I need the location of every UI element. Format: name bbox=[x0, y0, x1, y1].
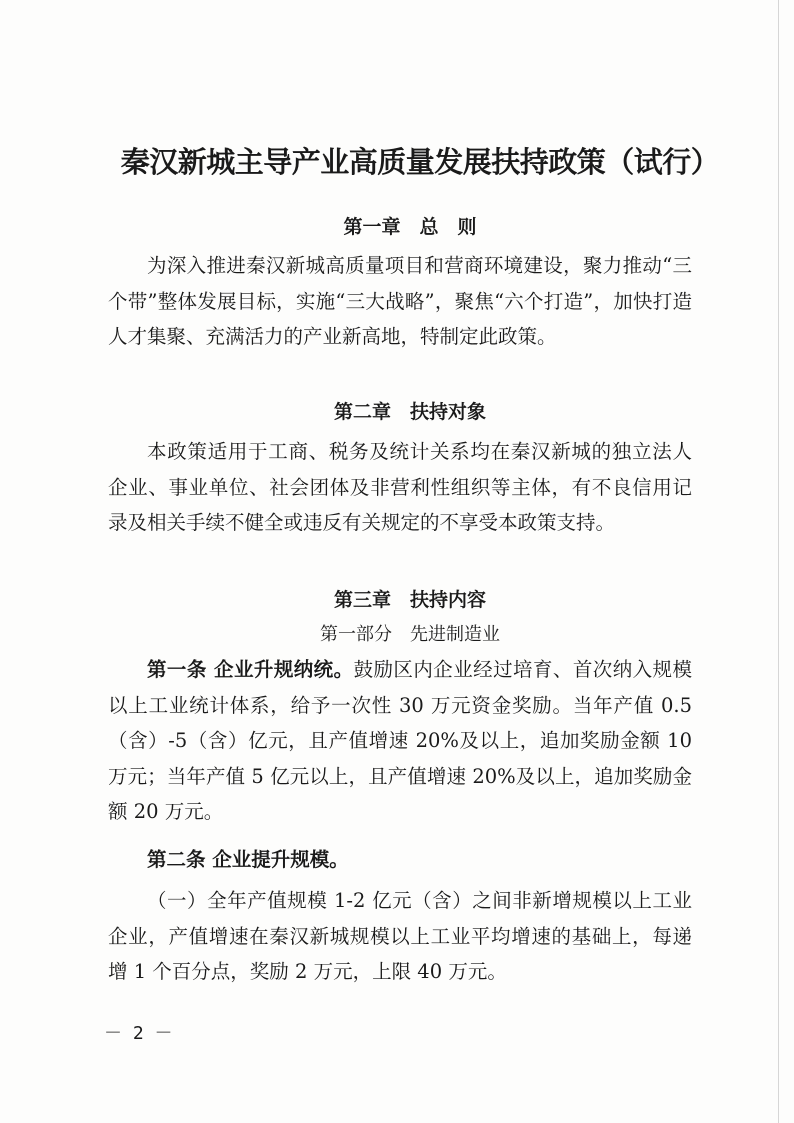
article-1-label: 第一条 企业升规纳统。 bbox=[147, 658, 354, 681]
article-2-label: 第二条 企业提升规模。 bbox=[147, 848, 349, 871]
page-edge-line bbox=[778, 0, 779, 1123]
chapter-1-paragraph: 为深入推进秦汉新城高质量项目和营商环境建设，聚力推动“三个带”整体发展目标，实施“三大战略”，聚焦“六个打造”，加快打造人才集聚、充满活力的产业新高地，特制定此政策。 bbox=[108, 254, 692, 348]
article-2-paragraph bbox=[108, 842, 692, 878]
article-1-body: 鼓励区内企业经过培育、首次纳入规模以上工业统计体系，给予一次性 30 万元资金奖励。当年产值 0.5（含）-5（含）亿元，且产值增速 20%及以上，追加奖励金额 10 万元；当年产值 5 亿元以上，且产值增速 20%及以上，追加奖励金额 20 万元。 bbox=[108, 658, 692, 823]
part-1-heading: 第一部分 先进制造业 bbox=[320, 624, 500, 645]
article-1-paragraph bbox=[108, 652, 692, 830]
article-2-item-1-paragraph: （一）全年产值规模 1-2 亿元（含）之间非新增规模以上工业企业，产值增速在秦汉新城规模以上工业平均增速的基础上，每递增 1 个百分点，奖励 2 万元，上限 40 万元。 bbox=[108, 889, 692, 983]
page-number: － 2 － bbox=[104, 1023, 173, 1044]
chapter-1-heading: 第一章 总 则 bbox=[343, 216, 477, 238]
chapter-2-heading: 第二章 扶持对象 bbox=[333, 401, 486, 423]
chapter-3-heading: 第三章 扶持内容 bbox=[333, 589, 486, 611]
document-title: 秦汉新城主导产业高质量发展扶持政策（试行） bbox=[120, 145, 720, 179]
chapter-2-paragraph: 本政策适用于工商、税务及统计关系均在秦汉新城的独立法人企业、事业单位、社会团体及非营利性组织等主体，有不良信用记录及相关手续不健全或违反有关规定的不享受本政策支持。 bbox=[108, 440, 692, 534]
